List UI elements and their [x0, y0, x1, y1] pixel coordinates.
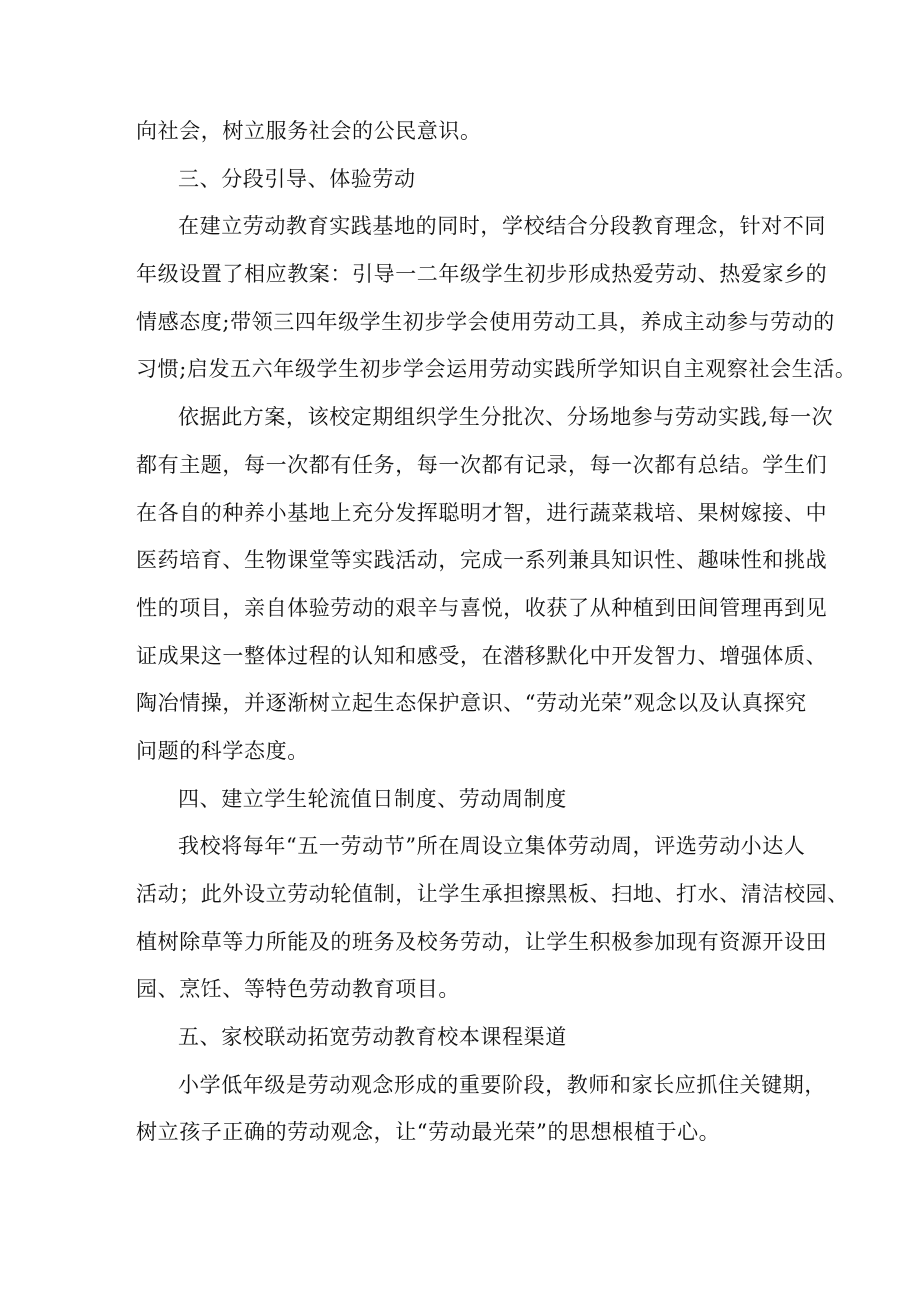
text-line: 在建立劳动教育实践基地的同时，学校结合分段教育理念，针对不同 [178, 214, 826, 239]
text-line: 树立孩子正确的劳动观念，让“劳动最光荣”的思想根植于心。 [136, 1120, 721, 1145]
text-line: 我校将每年“五一劳动节”所在周设立集体劳动周，评选劳动小达人 [178, 834, 806, 859]
text-line: 小学低年级是劳动观念形成的重要阶段，教师和家长应抓住关键期， [178, 1072, 826, 1097]
text-line: 证成果这一整体过程的认知和感受，在潜移默化中开发智力、增强体质、 [136, 643, 828, 668]
section-heading: 三、分段引导、体验劳动 [178, 166, 416, 191]
text-line: 医药培育、生物课堂等实践活动，完成一系列兼具知识性、趣味性和挑战 [136, 548, 828, 573]
text-line: 园、烹饪、等特色劳动教育项目。 [136, 977, 460, 1002]
document-page [136, 108, 857, 1157]
section-heading: 四、建立学生轮流值日制度、劳动周制度 [178, 786, 567, 811]
text-line: 依据此方案，该校定期组织学生分批次、分场地参与劳动实践,每一次 [178, 405, 834, 430]
text-line: 向社会，树立服务社会的公民意识。 [136, 119, 482, 143]
text-line: 习惯;启发五六年级学生初步学会运用劳动实践所学知识自主观察社会生活。 [136, 357, 857, 382]
text-line: 性的项目，亲自体验劳动的艰辛与喜悦，收获了从种植到田间管理再到见 [136, 595, 828, 620]
text-line: 问题的科学态度。 [136, 738, 309, 763]
section-heading: 五、家校联动拓宽劳动教育校本课程渠道 [178, 1025, 567, 1050]
text-line: 植树除草等力所能及的班务及校务劳动，让学生积极参加现有资源开设田 [136, 929, 828, 954]
text-line: 都有主题，每一次都有任务，每一次都有记录，每一次都有总结。学生们 [136, 452, 828, 477]
text-line: 陶冶情操，并逐渐树立起生态保护意识、“劳动光荣”观念以及认真探究 [136, 691, 807, 716]
text-line: 年级设置了相应教案：引导一二年级学生初步形成热爱劳动、热爱家乡的 [136, 262, 828, 287]
text-line: 在各自的种养小基地上充分发挥聪明才智，进行蔬菜栽培、果树嫁接、中 [136, 500, 828, 525]
text-line: 活动；此外设立劳动轮值制，让学生承担擦黑板、扫地、打水、清洁校园、 [136, 882, 849, 906]
text-line: 情感态度;带领三四年级学生初步学会使用劳动工具，养成主动参与劳动的 [136, 309, 835, 334]
